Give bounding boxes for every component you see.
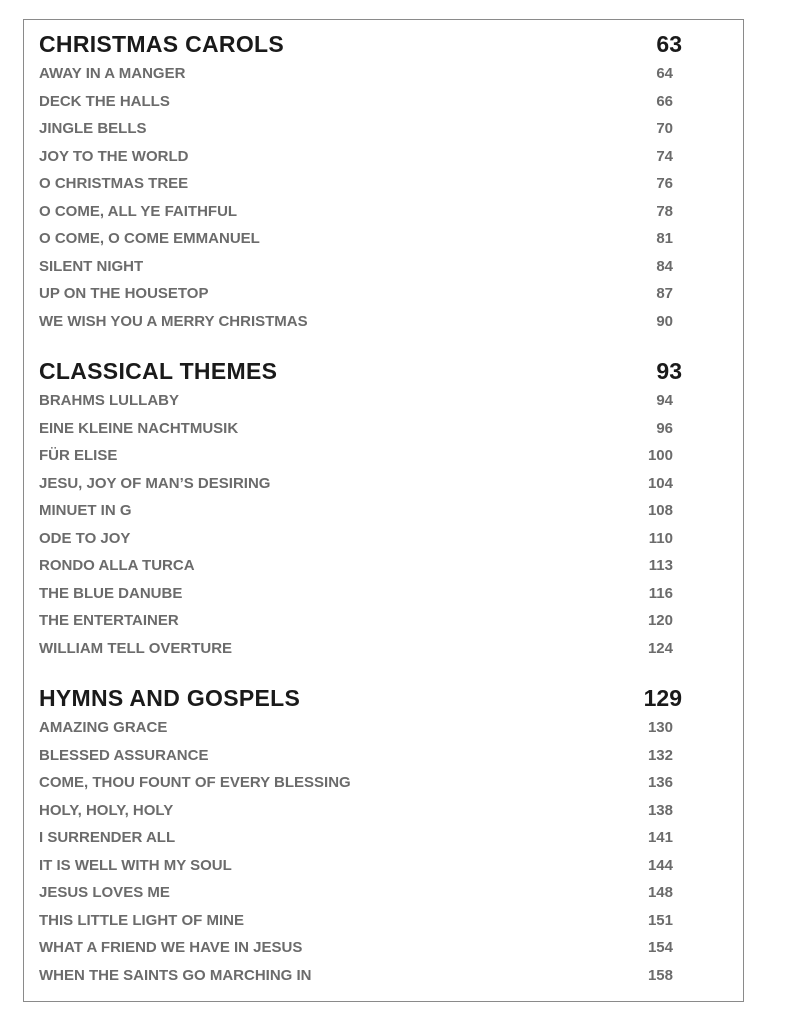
toc-entry — [39, 797, 699, 825]
entry-page-number: 104 — [647, 474, 673, 492]
entry-title: JESUS LOVES ME — [39, 884, 170, 901]
section-header — [39, 682, 699, 714]
section-page-number: 93 — [656, 358, 682, 384]
entry-title: I SURRENDER ALL — [39, 829, 176, 846]
entry-page-number: 120 — [647, 612, 673, 629]
entry-title: IT IS WELL WITH MY SOUL — [39, 856, 232, 874]
toc-entry — [39, 470, 699, 498]
entry-page-number: 76 — [656, 175, 673, 192]
table-of-contents — [39, 28, 699, 989]
toc-entry — [39, 742, 699, 770]
entry-page-number: 124 — [647, 639, 673, 657]
entry-title: ODE TO JOY — [39, 529, 131, 547]
toc-entry — [39, 525, 699, 553]
toc-entry — [39, 170, 699, 198]
entry-title: THE BLUE DANUBE — [39, 584, 183, 602]
entry-title: EINE KLEINE NACHTMUSIK — [39, 419, 239, 437]
toc-entry — [39, 143, 699, 171]
section-page-number: 63 — [656, 31, 682, 57]
entry-title: WILLIAM TELL OVERTURE — [39, 639, 233, 657]
toc-entry — [39, 497, 699, 525]
entry-title: JESU, JOY OF MAN’S DESIRING — [39, 474, 271, 492]
entry-page-number: 81 — [656, 230, 673, 247]
toc-entry — [39, 253, 699, 281]
entry-title: AWAY IN A MANGER — [39, 65, 186, 82]
toc-entry — [39, 60, 699, 88]
toc-entry — [39, 635, 699, 663]
entry-title: AMAZING GRACE — [39, 719, 168, 736]
entry-page-number: 108 — [647, 502, 673, 519]
entry-page-number: 138 — [647, 801, 673, 819]
entry-page-number: 78 — [656, 202, 673, 220]
entry-page-number: 136 — [647, 774, 673, 791]
entry-page-number: 66 — [656, 92, 673, 110]
entry-title: O COME, ALL YE FAITHFUL — [39, 202, 238, 220]
entry-page-number: 100 — [647, 447, 673, 464]
entry-page-number: 94 — [656, 392, 673, 409]
entry-title: DECK THE HALLS — [39, 92, 170, 110]
toc-entry — [39, 225, 699, 253]
entry-page-number: 154 — [647, 939, 673, 956]
toc-entry — [39, 115, 699, 143]
toc-entry — [39, 308, 699, 336]
entry-page-number: 141 — [647, 829, 673, 846]
entry-title: MINUET IN G — [39, 502, 132, 519]
toc-entry — [39, 552, 699, 580]
entry-page-number: 158 — [647, 966, 673, 984]
entry-title: WHEN THE SAINTS GO MARCHING IN — [39, 966, 312, 984]
toc-entry — [39, 198, 699, 226]
section-title: HYMNS AND GOSPELS — [39, 685, 301, 711]
section-header — [39, 28, 699, 60]
entry-title: THE ENTERTAINER — [39, 612, 179, 629]
entry-title: COME, THOU FOUNT OF EVERY BLESSING — [39, 774, 351, 791]
entry-page-number: 64 — [656, 65, 673, 82]
entry-page-number: 132 — [647, 746, 673, 764]
toc-section-hymns-and-gospels — [39, 682, 699, 989]
entry-title: WHAT A FRIEND WE HAVE IN JESUS — [39, 939, 303, 956]
entry-title: JINGLE BELLS — [39, 120, 147, 137]
entry-page-number: 116 — [648, 584, 673, 602]
entry-title: JOY TO THE WORLD — [39, 147, 189, 165]
section-header — [39, 355, 699, 387]
toc-section-christmas-carols — [39, 28, 699, 335]
entry-page-number: 110 — [648, 529, 673, 547]
toc-section-classical-themes — [39, 355, 699, 662]
entry-title: WE WISH YOU A MERRY CHRISTMAS — [39, 312, 308, 330]
toc-entry — [39, 415, 699, 443]
toc-entry — [39, 852, 699, 880]
section-title: CLASSICAL THEMES — [39, 358, 278, 384]
entry-page-number: 144 — [647, 856, 673, 874]
entry-title: BRAHMS LULLABY — [39, 392, 179, 409]
entry-page-number: 90 — [656, 312, 673, 330]
toc-entry — [39, 714, 699, 742]
entry-page-number: 87 — [656, 285, 673, 302]
toc-entry — [39, 280, 699, 308]
toc-entry — [39, 88, 699, 116]
entry-page-number: 70 — [656, 120, 673, 137]
toc-entry — [39, 769, 699, 797]
toc-entry — [39, 907, 699, 935]
toc-entry — [39, 962, 699, 990]
entry-page-number: 74 — [656, 147, 673, 165]
entry-page-number: 151 — [647, 911, 673, 929]
entry-page-number: 130 — [647, 719, 673, 736]
toc-entry — [39, 607, 699, 635]
entry-title: HOLY, HOLY, HOLY — [39, 801, 174, 819]
section-title: CHRISTMAS CAROLS — [39, 31, 285, 57]
entry-page-number: 96 — [656, 419, 673, 437]
toc-entry — [39, 442, 699, 470]
toc-entry — [39, 824, 699, 852]
entry-title: RONDO ALLA TURCA — [39, 557, 195, 574]
toc-entry — [39, 387, 699, 415]
entry-page-number: 113 — [648, 557, 673, 574]
entry-title: SILENT NIGHT — [39, 257, 144, 275]
entry-title: BLESSED ASSURANCE — [39, 746, 209, 764]
entry-title: THIS LITTLE LIGHT OF MINE — [39, 911, 244, 929]
entry-title: O CHRISTMAS TREE — [39, 175, 189, 192]
toc-entry — [39, 580, 699, 608]
entry-title: FÜR ELISE — [39, 447, 118, 464]
toc-entry — [39, 934, 699, 962]
entry-title: O COME, O COME EMMANUEL — [39, 230, 260, 247]
entry-page-number: 84 — [656, 257, 673, 275]
entry-page-number: 148 — [647, 884, 673, 901]
toc-entry — [39, 879, 699, 907]
section-page-number: 129 — [643, 685, 682, 711]
entry-title: UP ON THE HOUSETOP — [39, 285, 209, 302]
